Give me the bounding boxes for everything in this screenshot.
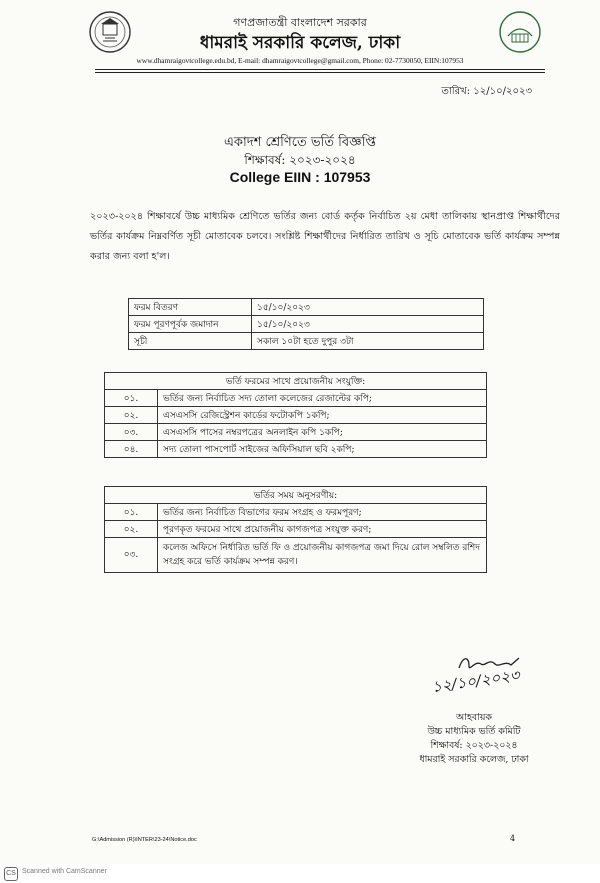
table-row xyxy=(129,299,484,316)
table-row xyxy=(129,316,484,333)
schedule-label: ফরম বিতরণ xyxy=(129,299,252,316)
item-text: ভর্তির জন্য নির্বাচিত সদ্য তোলা কলেজের রেজাল্টের কপি; xyxy=(158,390,487,407)
item-number: ০৩. xyxy=(105,424,158,441)
header-divider xyxy=(95,69,545,70)
file-path: G:\Admission (R)\INTER\23-24\Notice.doc xyxy=(92,837,197,843)
camscanner-icon: CS xyxy=(4,867,18,881)
required-documents-table xyxy=(104,372,487,458)
table-row xyxy=(105,441,487,458)
item-number: ০২. xyxy=(105,407,158,424)
schedule-value: ১৫/১০/২০২৩ xyxy=(252,299,484,316)
table-row xyxy=(105,424,487,441)
signature-date: ১২/১০/২০২৩ xyxy=(430,665,521,697)
signer-session: শিক্ষাবর্ষ: ২০২৩-২০২৪ xyxy=(430,740,518,751)
header-divider xyxy=(95,72,545,73)
item-number: ০২. xyxy=(105,521,158,538)
notice-body: ২০২৩-২০২৪ শিক্ষাবর্ষে উচ্চ মাধ্যমিক শ্রেণিতে ভর্তির জন্য বোর্ড কর্তৃক নির্বাচিত ২য় মেধা তালিকায় স্থানপ্রাপ্ত শিক্ষার্থীদের ভর্তির কার্যক্রম নিম্নবর্ণিত সূচী মোতাবেক চলবে। সংশ্লিষ্ট শিক্ষার্থীদের নির্ধারিত তারিখ ও সূচি মোতাবেক ভর্তি কার্যক্রম সম্পন্ন করার জন্য বলা হ'ল। xyxy=(90,211,560,262)
college-name: ধামরাই সরকারি কলেজ, ঢাকা xyxy=(199,33,401,53)
table-row xyxy=(105,504,487,521)
notice-title: একাদশ শ্রেণিতে ভর্তি বিজ্ঞপ্তি xyxy=(224,135,376,150)
item-number: ০১. xyxy=(105,504,158,521)
notice-date: তারিখ: ১২/১০/২০২৩ xyxy=(441,86,532,97)
academic-session: শিক্ষাবর্ষ: ২০২৩-২০২৪ xyxy=(244,153,356,167)
page-number: 4 xyxy=(510,834,516,843)
item-text: পূরণকৃত ফরমের সাথে প্রয়োজনীয় কাগজপত্র সংযুক্ত করণ; xyxy=(158,521,487,538)
government-heading: গণপ্রজাতন্ত্রী বাংলাদেশ সরকার xyxy=(233,16,367,29)
signer-college: ধামরাই সরকারি কলেজ, ঢাকা xyxy=(419,754,529,765)
item-text: কলেজ অফিসে নির্ধারিত ভর্তি ফি ও প্রয়োজনীয় কাগজপত্র জমা দিয়ে রোল সম্বলিত রশিদ সংগ্রহ করে ভর্তি কার্যক্রম সম্পন্ন করণ। xyxy=(158,538,487,573)
item-number: ০৪. xyxy=(105,441,158,458)
signer-committee: উচ্চ মাধ্যমিক ভর্তি কমিটি xyxy=(427,726,521,737)
procedure-heading: ভর্তির সময় অনুসরণীয়: xyxy=(105,487,487,504)
scanner-watermark xyxy=(0,864,600,883)
schedule-value: সকাল ১০টা হতে দুপুর ৩টা xyxy=(252,333,484,350)
admission-procedure-table xyxy=(104,486,487,573)
table-header-row xyxy=(105,373,487,390)
table-row xyxy=(105,538,487,573)
table-row xyxy=(105,521,487,538)
table-row xyxy=(105,407,487,424)
schedule-value: ১৫/১০/২০২৩ xyxy=(252,316,484,333)
college-eiin: College EIIN : 107953 xyxy=(229,169,371,185)
item-number: ০৩. xyxy=(105,538,158,573)
item-text: সদ্য তোলা পাসপোর্ট সাইজের অফিসিয়াল ছবি ২কপি; xyxy=(158,441,487,458)
scanner-text: Scanned with CamScanner xyxy=(22,868,107,875)
contact-line: www.dhamraigovtcollege.edu.bd, E-mail: dhamraigovtcollege@gmail.com, Phone: 02-7730050, EIIN:107953 xyxy=(136,56,464,65)
table-row xyxy=(129,333,484,350)
schedule-label: সূচী xyxy=(129,333,252,350)
item-text: এসএসসি পাসের নম্বরপত্রের অনলাইন কপি ১কপি; xyxy=(158,424,487,441)
signer-role: আহবায়ক xyxy=(456,712,492,723)
table-row xyxy=(105,390,487,407)
schedule-label: ফরম পূরণপূর্বক জমাদান xyxy=(129,316,252,333)
item-text: ভর্তির জন্য নির্বাচিত বিভাগের ফরম সংগ্রহ ও ফরমপূরণ; xyxy=(158,504,487,521)
schedule-table xyxy=(128,298,484,350)
table-header-row xyxy=(105,487,487,504)
item-text: এসএসসি রেজিস্ট্রেশন কার্ডের ফটোকপি ১কপি; xyxy=(158,407,487,424)
documents-heading: ভর্তি ফরমের সাথে প্রয়োজনীয় সংযুক্তি: xyxy=(105,373,487,390)
item-number: ০১. xyxy=(105,390,158,407)
